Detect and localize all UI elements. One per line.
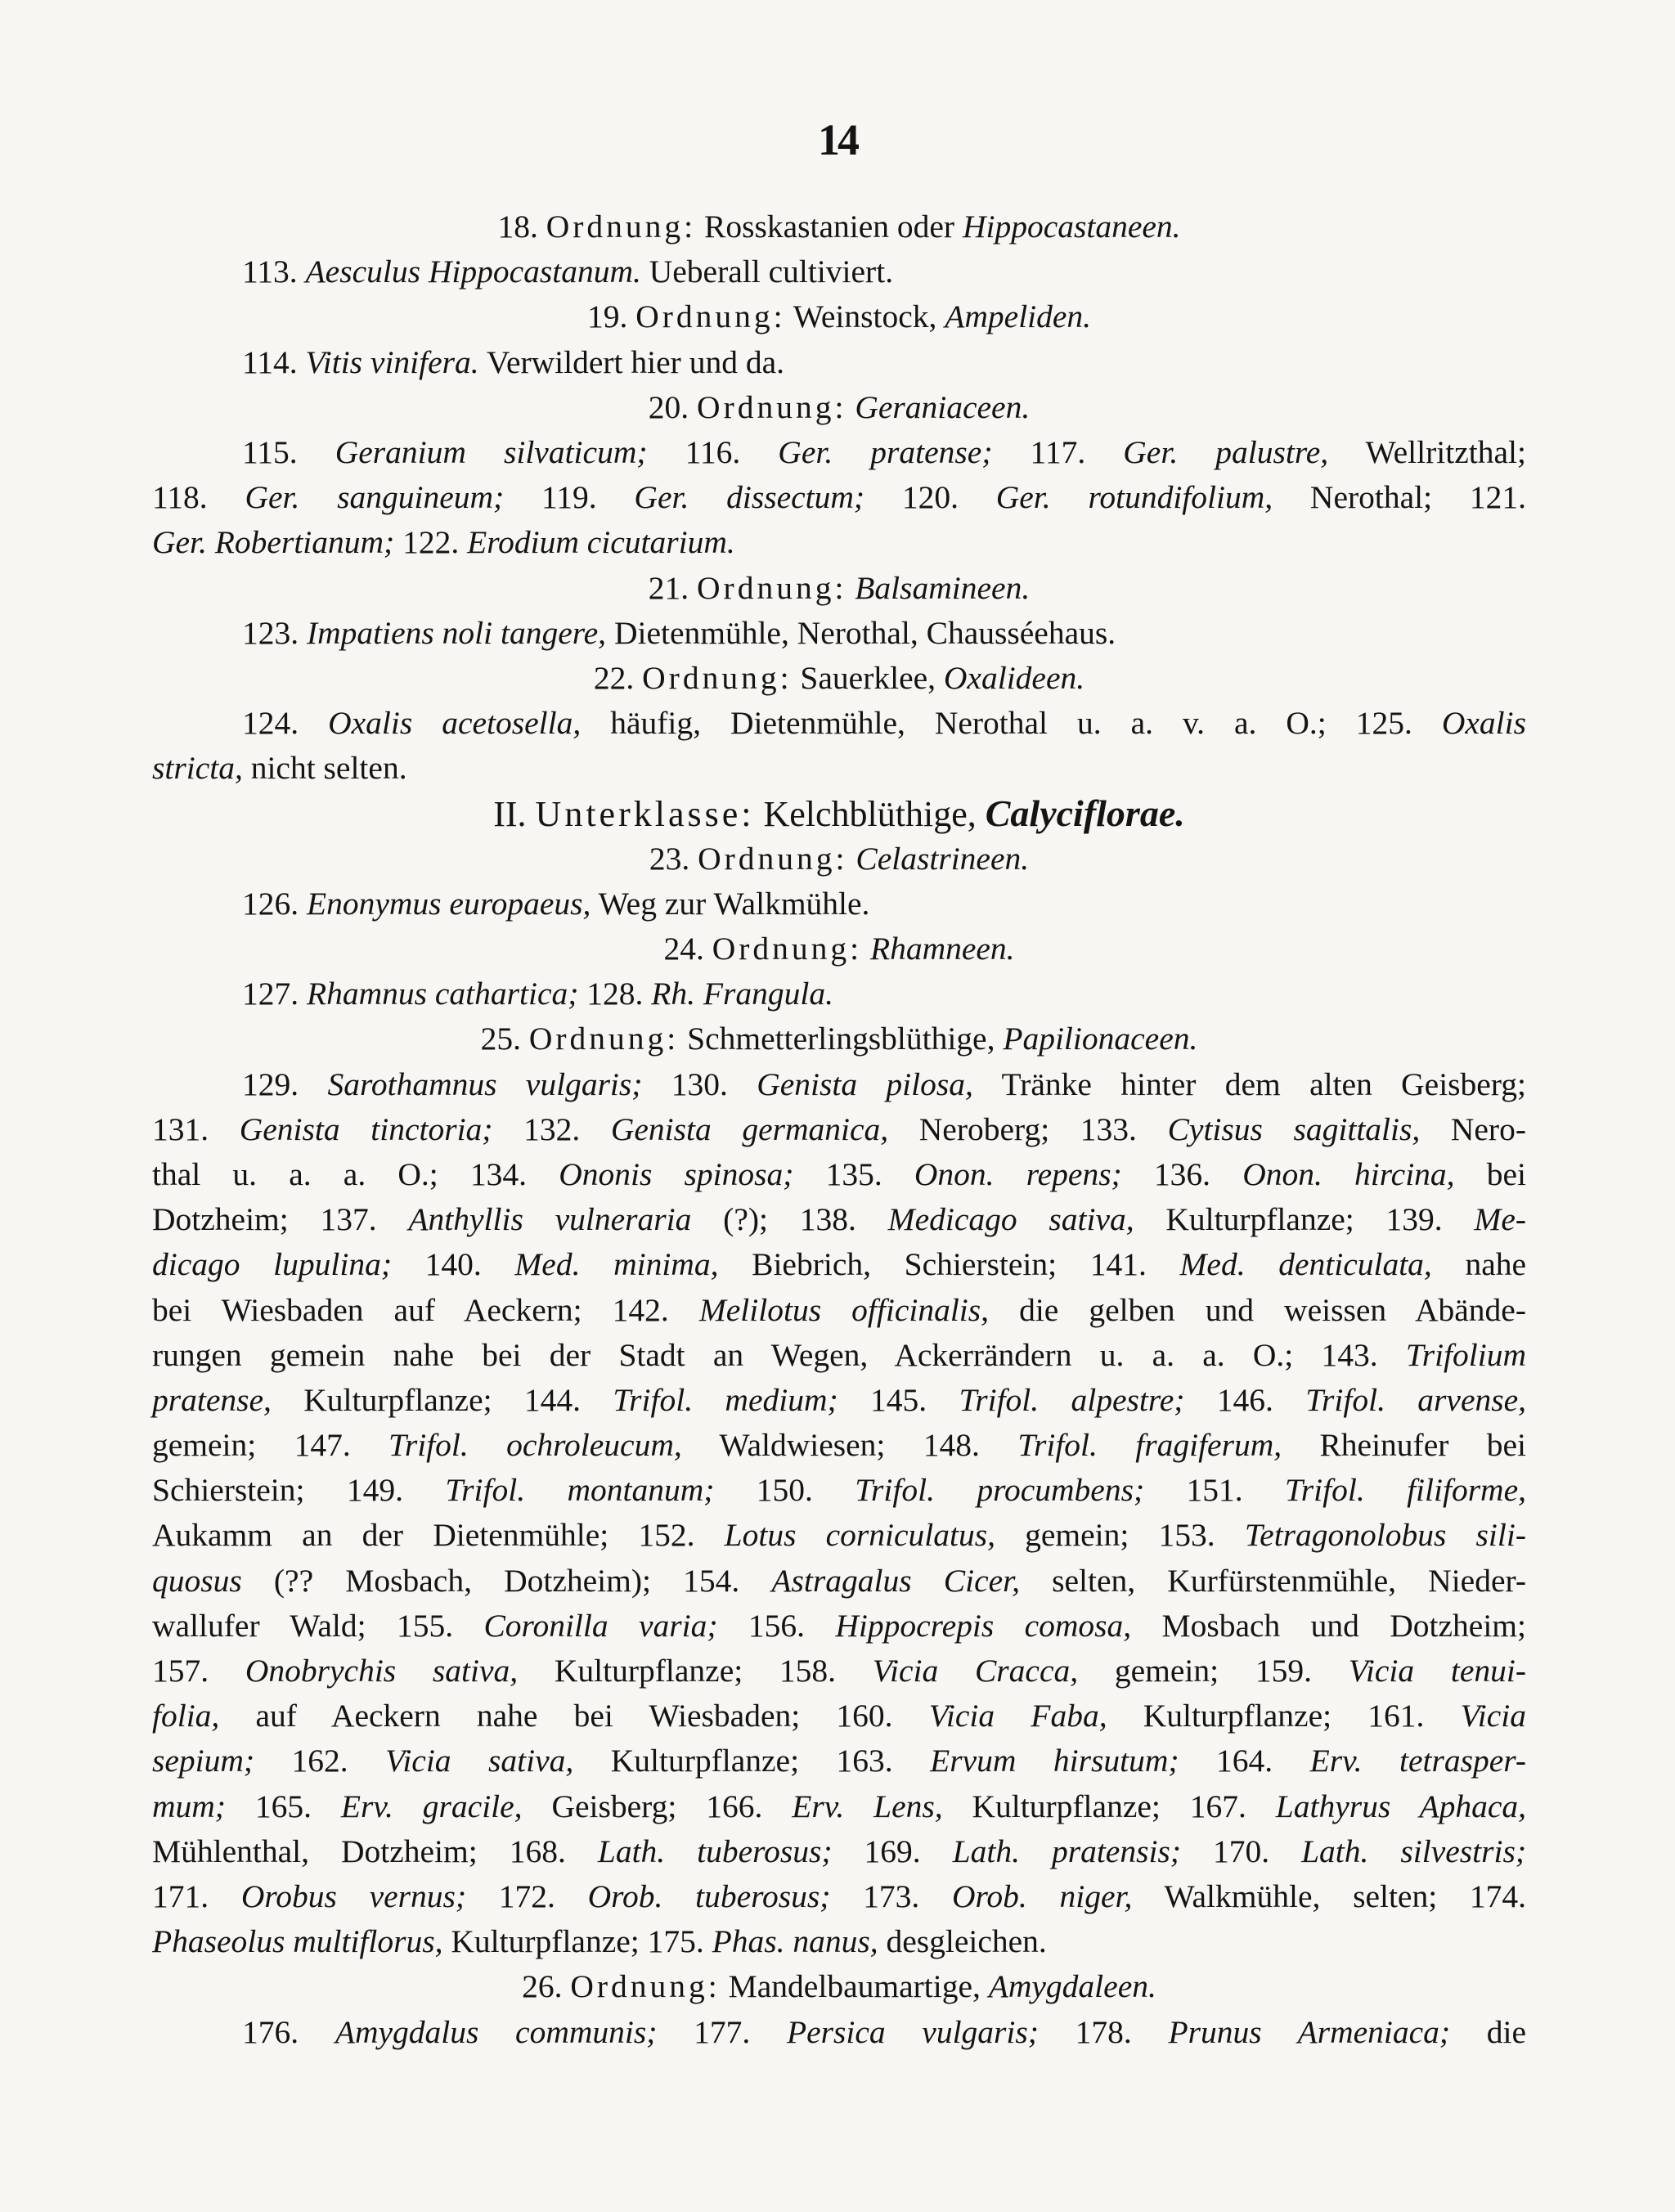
text-segment: die: [1450, 2013, 1527, 2050]
text-segment: nicht selten.: [242, 750, 407, 787]
italic-term: Trifol. alpestre;: [959, 1381, 1185, 1418]
italic-term: Med. denticulata,: [1179, 1246, 1432, 1283]
text-segment: 24.: [663, 931, 712, 967]
text-segment: Kulturpflanze; 167.: [942, 1788, 1276, 1824]
text-line-l30: [152, 1513, 1526, 1558]
text-segment: Mühlenthal, Dotzheim; 168.: [152, 1833, 598, 1869]
text-line-l06: [152, 430, 1526, 475]
text-segment: 135.: [793, 1155, 914, 1192]
italic-term: Medicago sativa,: [887, 1201, 1134, 1238]
italic-term: stricta,: [152, 750, 243, 787]
italic-term: Onobrychis sativa,: [245, 1653, 519, 1689]
spaced-heading-word: Ordnung:: [698, 840, 848, 877]
italic-term: Sarothamnus vulgaris;: [327, 1066, 643, 1102]
italic-term: Astragalus Cicer,: [771, 1562, 1020, 1599]
italic-term: Papilionaceen.: [1003, 1021, 1198, 1057]
text-segment: 165.: [225, 1788, 341, 1824]
text-segment: Mosbach und Dotzheim;: [1131, 1607, 1527, 1644]
italic-term: Genista pilosa,: [757, 1066, 973, 1102]
italic-term: Ampeliden.: [945, 298, 1092, 335]
italic-term: Persica vulgaris;: [786, 2013, 1039, 2050]
text-segment: Kulturpflanze; 144.: [271, 1381, 613, 1418]
italic-term: Hippocrepis comosa,: [835, 1607, 1132, 1644]
spaced-heading-word: Ordnung:: [635, 298, 786, 335]
text-segment: 21.: [648, 569, 698, 606]
text-line-l31: [152, 1559, 1526, 1604]
italic-term: Lath. tuberosus;: [597, 1833, 833, 1869]
text-segment: Geisberg; 166.: [522, 1788, 793, 1824]
italic-term: Orob. tuberosus;: [587, 1878, 831, 1914]
italic-term: Vicia tenui-: [1348, 1653, 1526, 1689]
text-line-l18: [152, 971, 1526, 1016]
text-segment: Weinstock,: [785, 298, 945, 335]
italic-term: Oxalis: [1441, 705, 1526, 742]
italic-term: Ger. Robertianum;: [152, 524, 395, 561]
italic-term: Trifol. ochroleucum,: [388, 1427, 682, 1464]
text-segment: 130.: [642, 1066, 757, 1102]
text-line-l19: [152, 1016, 1526, 1061]
text-line-l15: [152, 837, 1526, 882]
text-line-l20: [152, 1062, 1526, 1107]
text-segment: Aukamm an der Dietenmühle; 152.: [152, 1517, 725, 1554]
text-segment: Verwildert hier und da.: [478, 343, 784, 380]
text-segment: Nerothal; 121.: [1273, 479, 1526, 516]
text-line-l38: [152, 1874, 1526, 1919]
text-line-l17: [152, 927, 1526, 971]
italic-term: Trifol. arvense,: [1305, 1381, 1527, 1418]
text-line-l10: [152, 611, 1526, 656]
text-segment: Waldwiesen; 148.: [681, 1427, 1018, 1464]
text-segment: Schierstein; 149.: [152, 1472, 446, 1509]
italic-term: Trifol. montanum;: [445, 1472, 715, 1509]
text-segment: 157.: [152, 1653, 245, 1689]
text-line-l01: [152, 204, 1526, 249]
text-line-l24: [152, 1242, 1526, 1287]
text-segment: gemein; 147.: [152, 1427, 389, 1464]
text-segment: bei Wiesbaden auf Aeckern; 142.: [152, 1291, 699, 1328]
text-segment: Kulturpflanze; 158.: [518, 1653, 873, 1689]
text-segment: nahe: [1431, 1246, 1527, 1283]
text-segment: 171.: [152, 1878, 241, 1914]
text-segment: wallufer Wald; 155.: [152, 1607, 484, 1644]
text-segment: 119.: [504, 479, 635, 516]
italic-term: Trifol. procumbens;: [855, 1472, 1145, 1509]
text-segment: Kulturpflanze; 139.: [1134, 1201, 1475, 1238]
text-line-l39: [152, 1919, 1526, 1964]
text-segment: 151.: [1144, 1472, 1285, 1509]
italic-term: Ervum hirsutum;: [930, 1743, 1179, 1779]
text-segment: [848, 841, 856, 877]
spaced-heading-word: Ordnung:: [528, 1021, 680, 1057]
text-segment: 126.: [242, 885, 307, 922]
text-segment: 169.: [832, 1833, 953, 1869]
italic-term: Celastrineen.: [855, 840, 1030, 877]
italic-term: Genista tinctoria;: [239, 1110, 493, 1147]
text-line-l34: [152, 1694, 1526, 1739]
italic-term: Vicia sativa,: [385, 1743, 574, 1779]
text-segment: 177.: [657, 2013, 787, 2050]
italic-term: Anthyllis vulneraria: [408, 1201, 692, 1238]
text-segment: 131.: [152, 1110, 240, 1147]
italic-term: Prunus Armeniaca;: [1168, 2013, 1451, 2050]
italic-term: Med. minima,: [514, 1246, 719, 1283]
spaced-heading-word: Ordnung:: [697, 569, 847, 606]
italic-term: Enonymus europaeus,: [307, 885, 591, 922]
text-line-l33: [152, 1649, 1526, 1694]
italic-term: Tetragonolobus sili-: [1244, 1517, 1527, 1554]
text-line-l02: [152, 249, 1526, 294]
text-segment: Weg zur Walkmühle.: [591, 885, 870, 922]
page-number: 14: [818, 115, 857, 164]
text-line-l35: [152, 1739, 1526, 1784]
italic-term: Coronilla varia;: [483, 1607, 718, 1644]
text-segment: Rheinufer bei: [1282, 1427, 1526, 1464]
text-line-l22: [152, 1152, 1526, 1197]
italic-term: Phas. nanus,: [712, 1923, 878, 1960]
italic-term: Vicia Faba,: [928, 1698, 1107, 1734]
text-line-l21: [152, 1107, 1526, 1152]
text-line-l26: [152, 1333, 1526, 1378]
italic-term: Balsamineen.: [855, 569, 1031, 606]
text-line-l23: [152, 1197, 1526, 1242]
italic-term: Vicia: [1460, 1698, 1527, 1734]
italic-term: Trifol. medium;: [613, 1381, 838, 1418]
italic-term: Ononis spinosa;: [559, 1155, 794, 1192]
text-segment: 173.: [830, 1878, 952, 1914]
italic-term: Lotus corniculatus,: [724, 1517, 995, 1554]
text-segment: Kelchblüthige,: [754, 794, 986, 835]
text-segment: thal u. a. a. O.; 134.: [152, 1155, 559, 1192]
italic-term: Hippocastaneen.: [962, 209, 1181, 245]
text-segment: Dotzheim; 137.: [152, 1201, 409, 1238]
spaced-heading-word: Unterklasse:: [535, 794, 755, 835]
text-segment: Ueberall cultiviert.: [640, 254, 894, 290]
italic-term: Lath. silvestris;: [1301, 1833, 1526, 1869]
text-segment: 150.: [714, 1472, 855, 1509]
text-segment: 117.: [992, 433, 1124, 470]
italic-term: Amygdaleen.: [988, 1968, 1156, 2005]
text-segment: (?? Mosbach, Dotzheim); 154.: [241, 1562, 772, 1599]
italic-term: Trifol. fragiferum,: [1017, 1427, 1282, 1464]
text-segment: auf Aeckern nahe bei Wiesbaden; 160.: [219, 1698, 929, 1734]
italic-term: quosus: [152, 1562, 242, 1599]
italic-term: Orob. niger,: [952, 1878, 1133, 1914]
text-segment: 156.: [717, 1607, 836, 1644]
text-segment: Neroberg; 133.: [888, 1110, 1168, 1147]
text-segment: 164.: [1179, 1743, 1310, 1779]
text-segment: 132.: [492, 1110, 611, 1147]
italic-term: Phaseolus multiflorus,: [152, 1923, 443, 1960]
text-line-l40: [152, 1964, 1526, 2009]
text-line-l37: [152, 1829, 1526, 1874]
text-segment: 114.: [242, 343, 306, 380]
text-segment: Kulturpflanze; 175.: [442, 1923, 712, 1960]
spaced-heading-word: Ordnung:: [697, 388, 847, 425]
text-segment: 136.: [1121, 1155, 1243, 1192]
italic-term: Impatiens noli tangere,: [307, 614, 607, 651]
italic-term: Ger. rotundifolium,: [995, 479, 1273, 516]
text-line-l05: [152, 385, 1526, 430]
text-line-l27: [152, 1378, 1526, 1423]
italic-term: Geranium silvaticum;: [335, 433, 648, 470]
text-segment: häufig, Dietenmühle, Nerothal u. a. v. a. O.; 125.: [581, 705, 1442, 742]
italic-term: Genista germanica,: [610, 1110, 889, 1147]
text-segment: (?); 138.: [691, 1201, 888, 1238]
text-segment: Schmetterlingsblüthige,: [679, 1021, 1004, 1057]
text-segment: desgleichen.: [878, 1923, 1047, 1960]
italic-term: Ger. palustre,: [1123, 433, 1329, 470]
text-segment: [846, 570, 855, 606]
text-segment: 18.: [497, 209, 546, 245]
text-line-l25: [152, 1288, 1526, 1333]
italic-term: Cytisus sagittalis,: [1167, 1110, 1421, 1147]
italic-term: Oxalideen.: [943, 659, 1085, 696]
italic-term: Rhamneen.: [869, 931, 1015, 967]
text-body: [152, 204, 1526, 2055]
italic-term: pratense,: [152, 1381, 272, 1418]
italic-term: Me-: [1474, 1201, 1527, 1238]
text-segment: 170.: [1180, 1833, 1302, 1869]
italic-term: Erv. tetrasper-: [1309, 1743, 1527, 1779]
spaced-heading-word: Ordnung:: [712, 931, 863, 967]
text-segment: Kulturpflanze; 161.: [1107, 1698, 1461, 1734]
text-segment: Wellritzthal;: [1328, 433, 1526, 470]
italic-term: Amygdalus communis;: [335, 2013, 658, 2050]
italic-term: Lath. pratensis;: [952, 1833, 1181, 1869]
italic-term: Onon. repens;: [914, 1155, 1122, 1192]
text-segment: 23.: [649, 840, 698, 877]
italic-term: Rh. Frangula.: [651, 976, 834, 1012]
spaced-heading-word: Ordnung:: [570, 1968, 721, 2005]
text-segment: 26.: [522, 1968, 571, 2005]
italic-term: Orobus vernus;: [240, 1878, 467, 1914]
italic-term: Onon. hircina,: [1242, 1155, 1455, 1192]
text-segment: 146.: [1184, 1381, 1306, 1418]
text-segment: 129.: [242, 1066, 328, 1102]
text-segment: 122.: [394, 524, 468, 561]
text-line-l16: [152, 882, 1526, 927]
text-segment: Dietenmühle, Nerothal, Chausséehaus.: [606, 614, 1116, 651]
text-line-l08: [152, 520, 1526, 565]
text-segment: 120.: [864, 479, 996, 516]
text-segment: Walkmühle, selten; 174.: [1132, 1878, 1527, 1914]
italic-term: Erodium cicutarium.: [467, 524, 735, 561]
text-segment: II.: [493, 794, 536, 835]
text-segment: Nero-: [1420, 1110, 1526, 1147]
text-segment: 124.: [242, 705, 329, 742]
text-segment: 116.: [647, 433, 779, 470]
text-line-l09: [152, 566, 1526, 611]
text-segment: gemein; 153.: [995, 1517, 1245, 1554]
italic-term: Ger. dissectum;: [634, 479, 865, 516]
text-segment: 113.: [242, 254, 306, 290]
italic-term: Erv. gracile,: [340, 1788, 523, 1824]
spaced-heading-word: Ordnung:: [642, 659, 793, 696]
italic-term: Rhamnus cathartica;: [307, 976, 579, 1012]
italic-term: dicago lupulina;: [152, 1246, 392, 1283]
text-segment: [862, 931, 870, 967]
text-segment: [846, 389, 855, 425]
text-segment: selten, Kurfürstenmühle, Nieder-: [1020, 1562, 1526, 1599]
text-segment: gemein; 159.: [1078, 1653, 1349, 1689]
text-segment: 172.: [466, 1878, 588, 1914]
text-line-l28: [152, 1423, 1526, 1468]
text-line-l32: [152, 1604, 1526, 1649]
text-segment: 140.: [391, 1246, 515, 1283]
italic-term: Melilotus officinalis,: [698, 1291, 990, 1328]
italic-term: Geraniaceen.: [855, 388, 1031, 425]
text-segment: 115.: [242, 433, 335, 470]
italic-term: mum;: [152, 1788, 226, 1824]
text-line-l07: [152, 475, 1526, 520]
text-segment: 162.: [254, 1743, 386, 1779]
text-segment: 145.: [838, 1381, 959, 1418]
italic-term: sepium;: [152, 1743, 255, 1779]
text-line-l04: [152, 340, 1526, 385]
text-line-l29: [152, 1468, 1526, 1513]
text-segment: 123.: [242, 614, 307, 651]
text-segment: 128.: [578, 976, 652, 1012]
text-segment: die gelben und weissen Abände-: [989, 1291, 1526, 1328]
spaced-heading-word: Ordnung:: [546, 209, 697, 245]
italic-term: Oxalis acetosella,: [328, 705, 582, 742]
text-segment: Tränke hinter dem alten Geisberg;: [972, 1066, 1527, 1102]
italic-term: Vitis vinifera.: [305, 343, 479, 380]
text-line-l03: [152, 294, 1526, 339]
text-segment: 25.: [480, 1021, 529, 1057]
text-line-l11: [152, 656, 1526, 701]
text-line-l14: [152, 791, 1526, 836]
text-segment: Kulturpflanze; 163.: [573, 1743, 931, 1779]
italic-term: Aesculus Hippocastanum.: [305, 254, 641, 290]
text-segment: bei: [1454, 1155, 1526, 1192]
text-segment: 20.: [648, 388, 698, 425]
text-line-l41: [152, 2010, 1526, 2055]
italic-term: Trifolium: [1405, 1336, 1526, 1373]
text-segment: 19.: [586, 298, 636, 335]
text-segment: 178.: [1038, 2013, 1169, 2050]
text-segment: 118.: [152, 479, 245, 516]
text-segment: Biebrich, Schierstein; 141.: [718, 1246, 1180, 1283]
italic-term: Erv. Lens,: [792, 1788, 943, 1824]
text-segment: Sauerklee,: [792, 659, 944, 696]
italic-term: Ger. sanguineum;: [245, 479, 505, 516]
text-line-l12: [152, 701, 1526, 746]
text-line-l13: [152, 746, 1526, 791]
text-segment: 22.: [593, 659, 643, 696]
text-segment: Mandelbaumartige,: [720, 1968, 989, 2005]
italic-term: Calyciflorae.: [985, 792, 1185, 835]
italic-term: Lathyrus Aphaca,: [1275, 1788, 1526, 1824]
italic-term: folia,: [152, 1698, 220, 1734]
text-segment: 176.: [242, 2013, 335, 2050]
text-segment: rungen gemein nahe bei der Stadt an Wegen, Ackerrändern u. a. a. O.; 143.: [152, 1336, 1406, 1373]
text-segment: 127.: [242, 976, 307, 1012]
italic-term: Ger. pratense;: [778, 433, 993, 470]
italic-term: Vicia Cracca,: [872, 1653, 1079, 1689]
text-line-l36: [152, 1784, 1526, 1829]
text-segment: Rosskastanien oder: [696, 209, 963, 245]
italic-term: Trifol. filiforme,: [1284, 1472, 1526, 1509]
